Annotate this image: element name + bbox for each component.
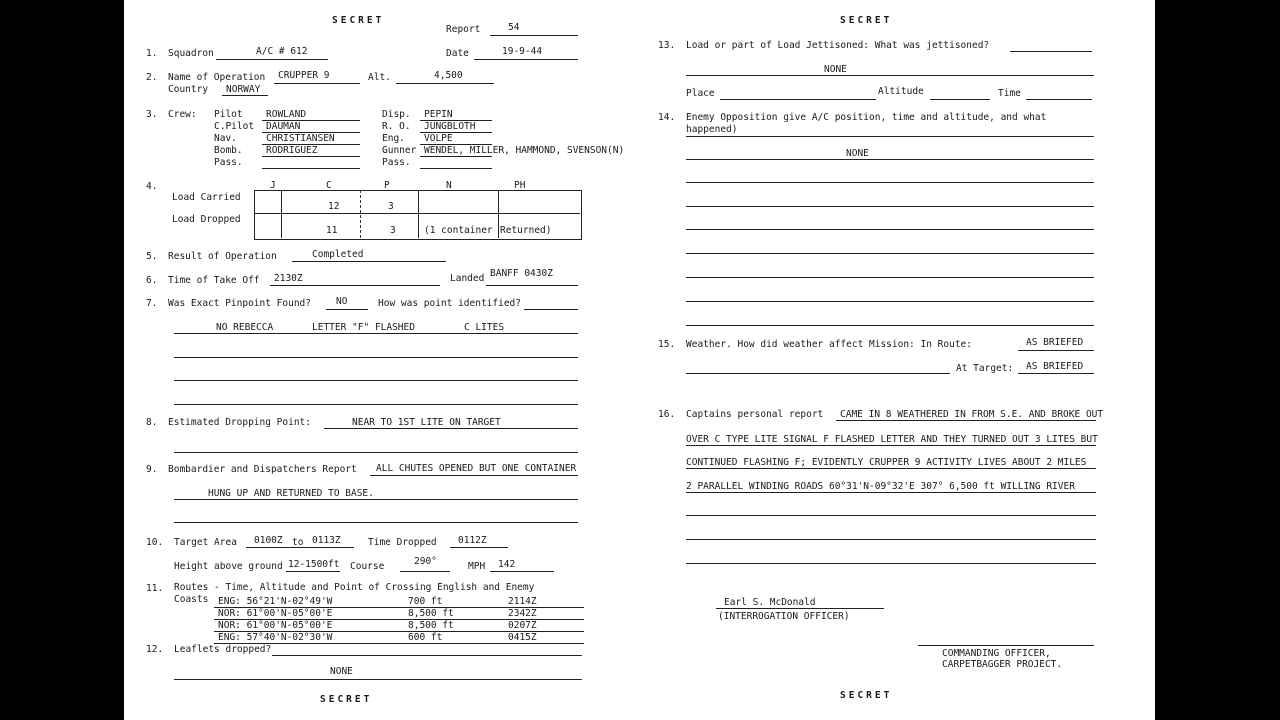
item-number: 7. <box>146 298 158 309</box>
mph-value: 142 <box>498 559 516 570</box>
col-header: PH <box>514 180 526 191</box>
crew-role: Bomb. <box>214 145 243 156</box>
load-carried-label: Load Carried <box>172 192 241 203</box>
identified-label: How was point identified? <box>378 298 521 309</box>
time-dropped-label: Time Dropped <box>368 537 437 548</box>
result-value: Completed <box>312 249 364 260</box>
result-label: Result of Operation <box>168 251 277 262</box>
item-number: 13. <box>658 40 676 51</box>
crew-role: Eng. <box>382 133 405 144</box>
captains-report-line-4: 2 PARALLEL WINDING ROADS 60°31'N-09°32'E 307° 6,500 ft WILLING RIVER <box>686 481 1075 492</box>
dropping-point-value: NEAR TO 1ST LITE ON TARGET <box>352 417 501 428</box>
route-point: NOR: 61°00'N-05°00'E <box>218 608 333 619</box>
item-number: 9. <box>146 464 158 475</box>
item-number: 3. <box>146 109 158 120</box>
report-number: 54 <box>508 22 520 33</box>
col-header: J <box>270 180 276 191</box>
place-label: Place <box>686 88 715 99</box>
item-number: 15. <box>658 339 676 350</box>
leaflets-value: NONE <box>330 666 353 677</box>
col-header: C <box>326 180 332 191</box>
crew-role: Gunner <box>382 145 417 156</box>
officer-name: Earl S. McDonald <box>724 597 816 608</box>
crew-role: Pilot <box>214 109 243 120</box>
dropped-c: 11 <box>326 225 338 236</box>
route-time: 0207Z <box>508 620 537 631</box>
route-point: ENG: 56°21'N-02°49'W <box>218 596 333 607</box>
operation-label: Name of Operation <box>168 72 266 83</box>
captains-report-line-2: OVER C TYPE LITE SIGNAL F FLASHED LETTER AND THEY TURNED OUT 3 LITES BUT <box>686 434 1098 445</box>
date-label: Date <box>446 48 469 59</box>
identified-answer-1: NO REBECCA <box>216 322 274 333</box>
bombardier-label: Bombardier and Dispatchers Report <box>168 464 357 475</box>
officer-title: (INTERROGATION OFFICER) <box>718 611 850 622</box>
report-label: Report <box>446 24 481 35</box>
to-label: to <box>292 537 304 548</box>
country-label: Country <box>168 84 209 95</box>
crew-name: ROWLAND <box>266 109 307 120</box>
height-label: Height above ground <box>174 561 283 572</box>
squadron-value: A/C # 612 <box>256 46 308 57</box>
route-altitude: 600 ft <box>408 632 443 643</box>
coasts-label: Coasts <box>174 594 209 605</box>
crew-name: DAUMAN <box>266 121 301 132</box>
altitude-value: 4,500 <box>434 70 463 81</box>
weather-label: Weather. How did weather affect Mission: In Route: <box>686 339 972 350</box>
commanding-officer-title-1: COMMANDING OFFICER, <box>942 648 1051 659</box>
route-time: 0415Z <box>508 632 537 643</box>
pinpoint-value: NO <box>336 296 348 307</box>
dropping-point-label: Estimated Dropping Point: <box>168 417 311 428</box>
carried-c: 12 <box>328 201 340 212</box>
time-label-right: Time <box>998 88 1021 99</box>
col-header: N <box>446 180 452 191</box>
col-header: P <box>384 180 390 191</box>
item-number: 6. <box>146 275 158 286</box>
mph-label: MPH <box>468 561 486 572</box>
enemy-opposition-label-2: happened) <box>686 124 738 135</box>
secret-footer-right: SECRET <box>840 690 893 701</box>
enemy-opposition-value: NONE <box>846 148 869 159</box>
target-area-to: 0113Z <box>312 535 341 546</box>
crew-label: Crew: <box>168 109 197 120</box>
item-number: 1. <box>146 48 158 59</box>
dropped-n: (1 container <box>424 225 493 236</box>
route-time: 2342Z <box>508 608 537 619</box>
dropped-ph: Returned) <box>500 225 552 236</box>
crew-role: C.Pilot <box>214 121 255 132</box>
secret-footer-left: SECRET <box>320 694 373 705</box>
crew-name: WENDEL, MILLER, HAMMOND, SVENSON(N) <box>424 145 625 156</box>
crew-name: PEPIN <box>424 109 453 120</box>
crew-role: Disp. <box>382 109 411 120</box>
course-label: Course <box>350 561 385 572</box>
crew-role: R. O. <box>382 121 411 132</box>
item-number: 11. <box>146 583 164 594</box>
crew-name: VOLPE <box>424 133 453 144</box>
secret-header-right: SECRET <box>840 15 893 26</box>
operation-value: CRUPPER 9 <box>278 70 330 81</box>
weather-target-value: AS BRIEFED <box>1026 361 1084 372</box>
report-page <box>124 0 1155 720</box>
country-value: NORWAY <box>226 84 261 95</box>
commanding-officer-title-2: CARPETBAGGER PROJECT. <box>942 659 1063 670</box>
jettisoned-value: NONE <box>824 64 847 75</box>
carried-p: 3 <box>388 201 394 212</box>
crew-role: Pass. <box>214 157 243 168</box>
jettisoned-label: Load or part of Load Jettisoned: What was jettisoned? <box>686 40 990 51</box>
item-number: 12. <box>146 644 164 655</box>
item-number: 16. <box>658 409 676 420</box>
weather-target-label: At Target: <box>956 363 1014 374</box>
secret-header-left: SECRET <box>332 15 385 26</box>
route-time: 2114Z <box>508 596 537 607</box>
route-altitude: 8,500 ft <box>408 620 454 631</box>
pinpoint-label: Was Exact Pinpoint Found? <box>168 298 311 309</box>
target-area-label: Target Area <box>174 537 237 548</box>
bombardier-value-2: HUNG UP AND RETURNED TO BASE. <box>208 488 374 499</box>
altitude-label: Alt. <box>368 72 391 83</box>
date-value: 19-9-44 <box>502 46 543 57</box>
item-number: 5. <box>146 251 158 262</box>
takeoff-value: 2130Z <box>274 273 303 284</box>
time-dropped-value: 0112Z <box>458 535 487 546</box>
routes-label: Routes - Time, Altitude and Point of Crossing English and Enemy <box>174 582 535 593</box>
route-point: NOR: 61°00'N-05°00'E <box>218 620 333 631</box>
item-number: 8. <box>146 417 158 428</box>
captains-report-line-1: CAME IN 8 WEATHERED IN FROM S.E. AND BROKE OUT <box>840 409 1104 420</box>
crew-name: RODRIGUEZ <box>266 145 318 156</box>
route-point: ENG: 57°40'N-02°30'W <box>218 632 333 643</box>
weather-route-value: AS BRIEFED <box>1026 337 1084 348</box>
captains-report-line-3: CONTINUED FLASHING F; EVIDENTLY CRUPPER 9 ACTIVITY LIVES ABOUT 2 MILES <box>686 457 1087 468</box>
identified-answer-3: C LITES <box>464 322 505 333</box>
crew-name: JUNGBLOTH <box>424 121 476 132</box>
route-altitude: 700 ft <box>408 596 443 607</box>
squadron-label: Squadron <box>168 48 214 59</box>
load-dropped-label: Load Dropped <box>172 214 241 225</box>
landed-value: BANFF 0430Z <box>490 268 553 279</box>
height-value: 12-1500ft <box>288 559 340 570</box>
item-number: 2. <box>146 72 158 83</box>
landed-label: Landed <box>450 273 485 284</box>
identified-answer-2: LETTER "F" FLASHED <box>312 322 415 333</box>
target-area-from: 0100Z <box>254 535 283 546</box>
altitude-label-right: Altitude <box>878 86 924 97</box>
crew-role: Nav. <box>214 133 237 144</box>
item-number: 14. <box>658 112 676 123</box>
route-altitude: 8,500 ft <box>408 608 454 619</box>
enemy-opposition-label-1: Enemy Opposition give A/C position, time and altitude, and what <box>686 112 1047 123</box>
bombardier-value-1: ALL CHUTES OPENED BUT ONE CONTAINER <box>376 463 577 474</box>
item-number: 10. <box>146 537 164 548</box>
takeoff-label: Time of Take Off <box>168 275 260 286</box>
captains-report-label: Captains personal report <box>686 409 824 420</box>
dropped-p: 3 <box>390 225 396 236</box>
crew-name: CHRISTIANSEN <box>266 133 335 144</box>
item-number: 4. <box>146 181 158 192</box>
course-value: 290° <box>414 556 437 567</box>
crew-role: Pass. <box>382 157 411 168</box>
leaflets-label: Leaflets dropped? <box>174 644 272 655</box>
